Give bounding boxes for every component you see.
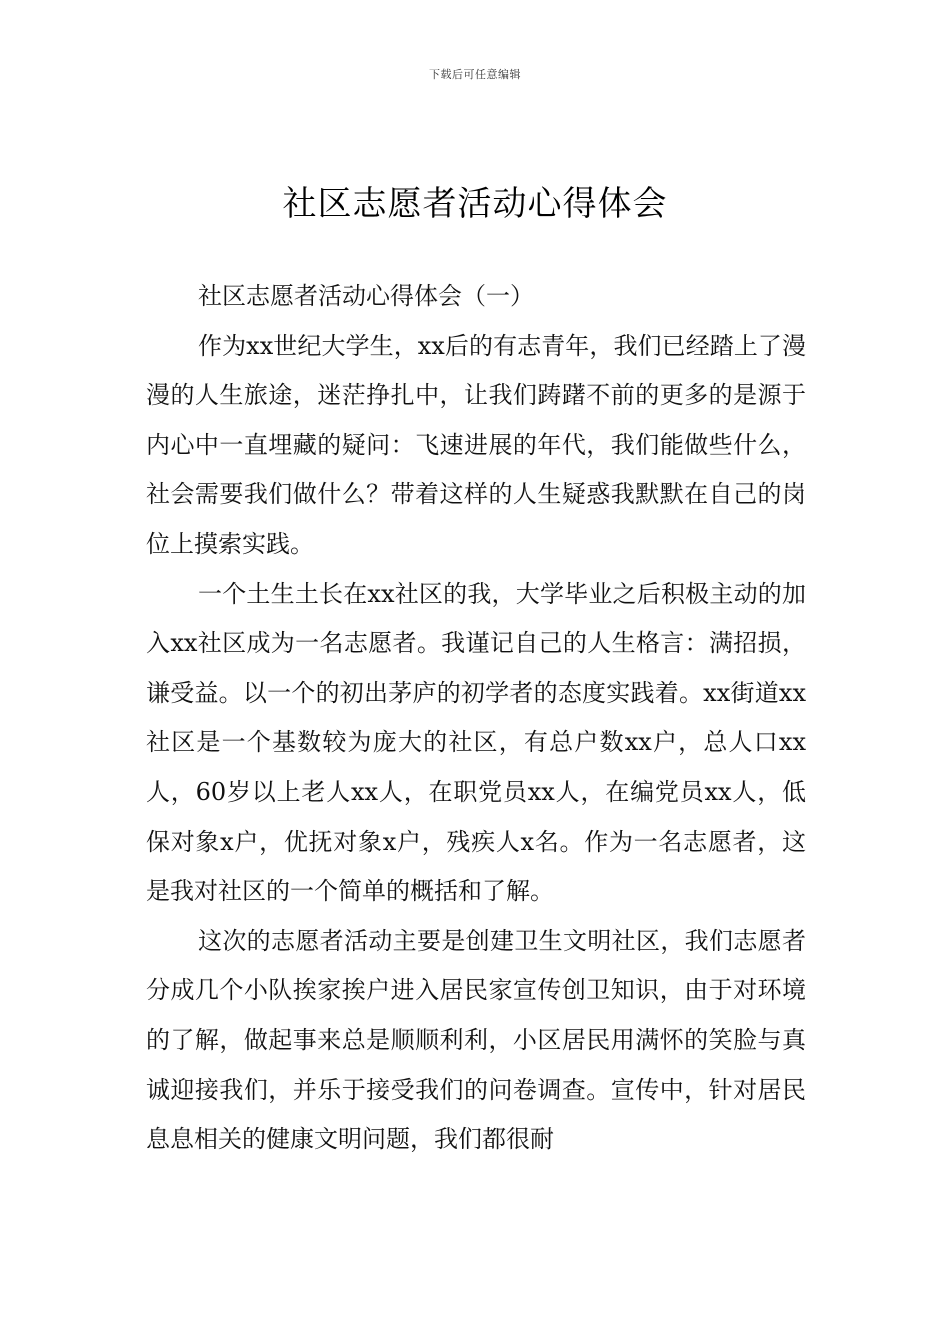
document-body: [146, 272, 806, 1165]
document-title: 社区志愿者活动心得体会: [282, 184, 668, 224]
paragraph: 这次的志愿者活动主要是创建卫生文明社区，我们志愿者分成几个小队挨家挨户进入居民家宣传创卫知识，由于对环境的了解，做起事来总是顺顺利利，小区居民用满怀的笑脸与真诚迎接我们，并乐于接受我们的问卷调查。宣传中，针对居民息息相关的健康文明问题，我们都很耐: [146, 926, 806, 1154]
paragraph: 作为xx世纪大学生，xx后的有志青年，我们已经踏上了漫漫的人生旅途，迷茫挣扎中，让我们踌躇不前的更多的是源于内心中一直埋藏的疑问：飞速进展的年代，我们能做些什么，社会需要我们做什么？带着这样的人生疑惑我默默在自己的岗位上摸索实践。: [146, 331, 806, 558]
section-subtitle: 社区志愿者活动心得体会（一）: [198, 282, 534, 310]
paragraph: 一个土生土长在xx社区的我，大学毕业之后积极主动的加入xx社区成为一名志愿者。我谨记自己的人生格言：满招损，谦受益。以一个的初出茅庐的初学者的态度实践着。xx街道xx社区是一个基数较为庞大的社区，有总户数xx户，总人口xx人，60岁以上老人xx人，在职党员xx人，在编党员xx人，低保对象x户，优抚对象x户，残疾人x名。作为一名志愿者，这是我对社区的一个简单的概括和了解。: [146, 579, 806, 906]
header-note: 下载后可任意编辑: [429, 68, 521, 81]
